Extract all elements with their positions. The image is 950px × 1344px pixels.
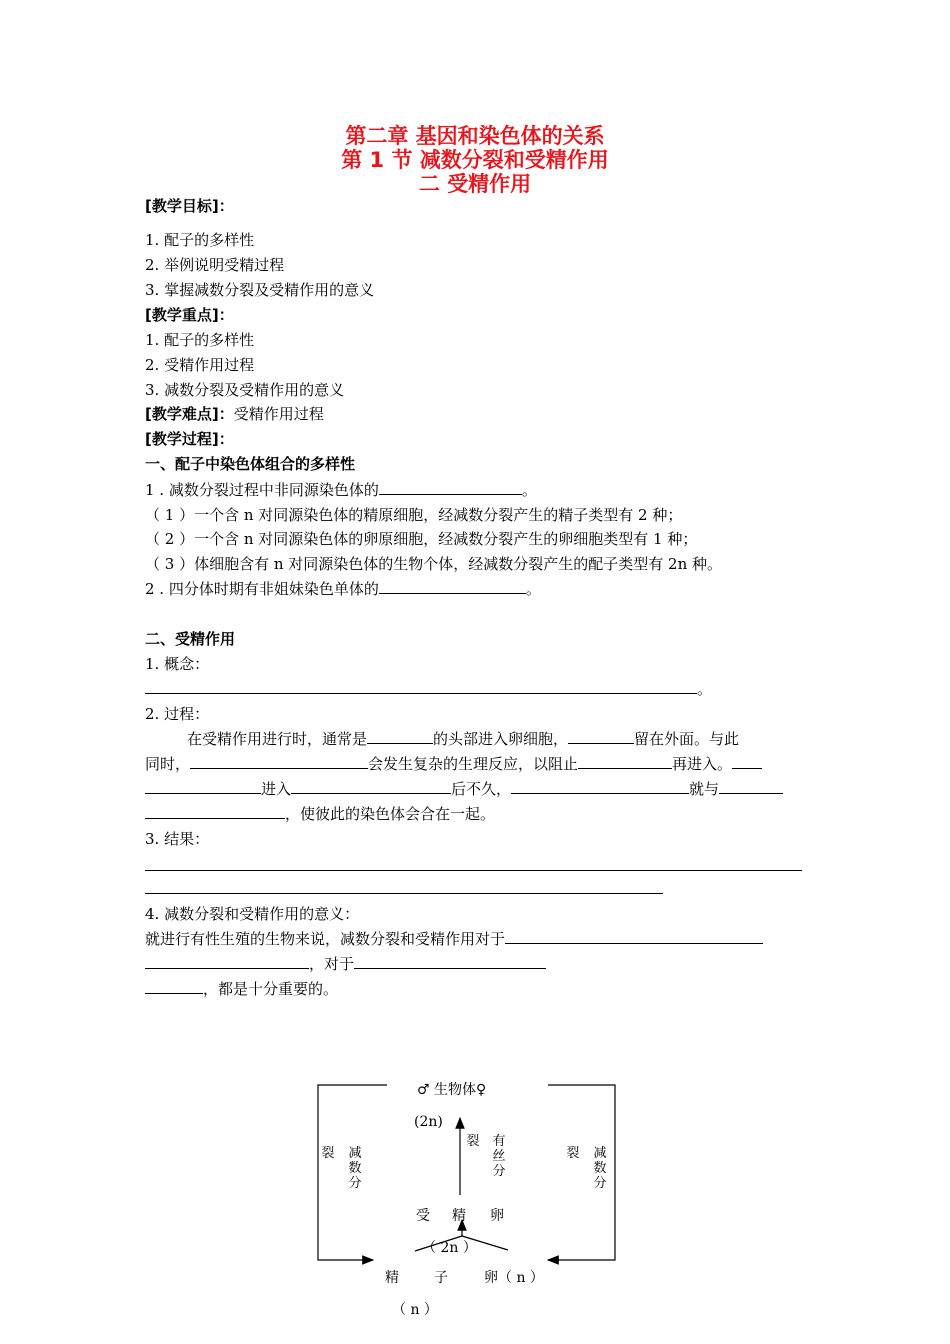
process-heading: [教学过程]：	[145, 430, 234, 448]
right-meiosis-label-b: 减数分	[593, 1146, 607, 1191]
subsection-title: 二 受精作用	[418, 172, 532, 196]
process-text: 后不久，	[451, 780, 512, 798]
process-text: 在受精作用进行时，通常是	[187, 730, 368, 748]
objective-item: 3. 掌握减数分裂及受精作用的意义	[145, 281, 375, 299]
difficulty-heading: [教学难点]：	[145, 405, 234, 423]
objective-item: 1. 配子的多样性	[145, 231, 255, 249]
process-text: 进入	[261, 780, 292, 798]
process-text: 会发生复杂的生理反应，以阻止	[368, 755, 579, 773]
process-text: 留在外面。与此	[634, 730, 740, 748]
difficulty-text: 受精作用过程	[233, 405, 324, 423]
left-meiosis-label-b: 减数分	[348, 1146, 362, 1191]
process-text: 同时，	[145, 755, 191, 773]
organism-label: ♂ 生物体♀	[417, 1082, 487, 1098]
meaning-text: ，都是十分重要的。	[203, 980, 339, 998]
key-point-item: 2. 受精作用过程	[145, 356, 255, 374]
egg-label: 卵（ n ）	[484, 1270, 544, 1286]
process-text: ，使彼此的染色体会合在一起。	[285, 805, 496, 823]
left-meiosis-label-a: 裂	[321, 1146, 335, 1161]
meaning-label: 4. 减数分裂和受精作用的意义：	[145, 905, 360, 923]
process-text: 的头部进入卵细胞，	[433, 730, 569, 748]
sperm-char-1: 精	[385, 1270, 399, 1286]
right-meiosis-label-a: 裂	[566, 1146, 580, 1161]
concept-label: 1. 概念：	[145, 655, 210, 673]
meaning-text: 就进行有性生殖的生物来说，减数分裂和受精作用对于	[145, 930, 506, 948]
zygote-char-3: 卵	[490, 1208, 504, 1224]
key-point-item: 3. 减数分裂及受精作用的意义	[145, 381, 345, 399]
key-points-heading: [教学重点]：	[145, 306, 234, 324]
meaning-text: ，对于	[309, 955, 355, 973]
part2-heading: 二、受精作用	[145, 630, 236, 648]
zygote-char-2: 精	[452, 1208, 466, 1224]
key-point-item: 1. 配子的多样性	[145, 331, 255, 349]
part1-line2: （ 1 ）一个含 n 对同源染色体的精原细胞，经减数分裂产生的精子类型有 2 种；	[145, 506, 683, 524]
mitosis-label-b: 有丝分	[492, 1134, 506, 1179]
objective-item: 2. 举例说明受精过程	[145, 256, 285, 274]
process-label: 2. 过程：	[145, 705, 210, 723]
chapter-title: 第二章 基因和染色体的关系	[345, 124, 605, 148]
process-text: 再进入。	[672, 755, 733, 773]
part1-heading: 一、配子中染色体组合的多样性	[145, 455, 356, 473]
objectives-heading: [教学目标]：	[145, 197, 234, 215]
part1-line1-text: 1 . 减数分裂过程中非同源染色体的	[145, 481, 379, 499]
part1-line4: （ 3 ）体细胞含有 n 对同源染色体的生物个体，经减数分裂产生的配子类型有 2n 种。	[145, 555, 723, 573]
part1-line5-end: 。	[525, 580, 541, 598]
result-label: 3. 结果：	[145, 830, 210, 848]
concept-end: 。	[697, 680, 713, 698]
section-title: 第 1 节 减数分裂和受精作用	[341, 148, 609, 172]
organism-ploidy: (2n)	[414, 1114, 443, 1130]
zygote-ploidy: （ 2n ）	[422, 1240, 477, 1256]
part1-line3: （ 2 ）一个含 n 对同源染色体的卵原细胞，经减数分裂产生的卵细胞类型有 1 种；	[145, 530, 698, 548]
part1-line5-text: 2 . 四分体时期有非姐妹染色单体的	[145, 580, 379, 598]
process-text: 就与	[689, 780, 720, 798]
mitosis-label-a: 裂	[466, 1134, 480, 1149]
sperm-ploidy: （ n ）	[392, 1302, 438, 1318]
zygote-char-1: 受	[416, 1208, 430, 1224]
part1-line1-end: 。	[521, 481, 537, 499]
sperm-char-2: 子	[434, 1270, 448, 1286]
